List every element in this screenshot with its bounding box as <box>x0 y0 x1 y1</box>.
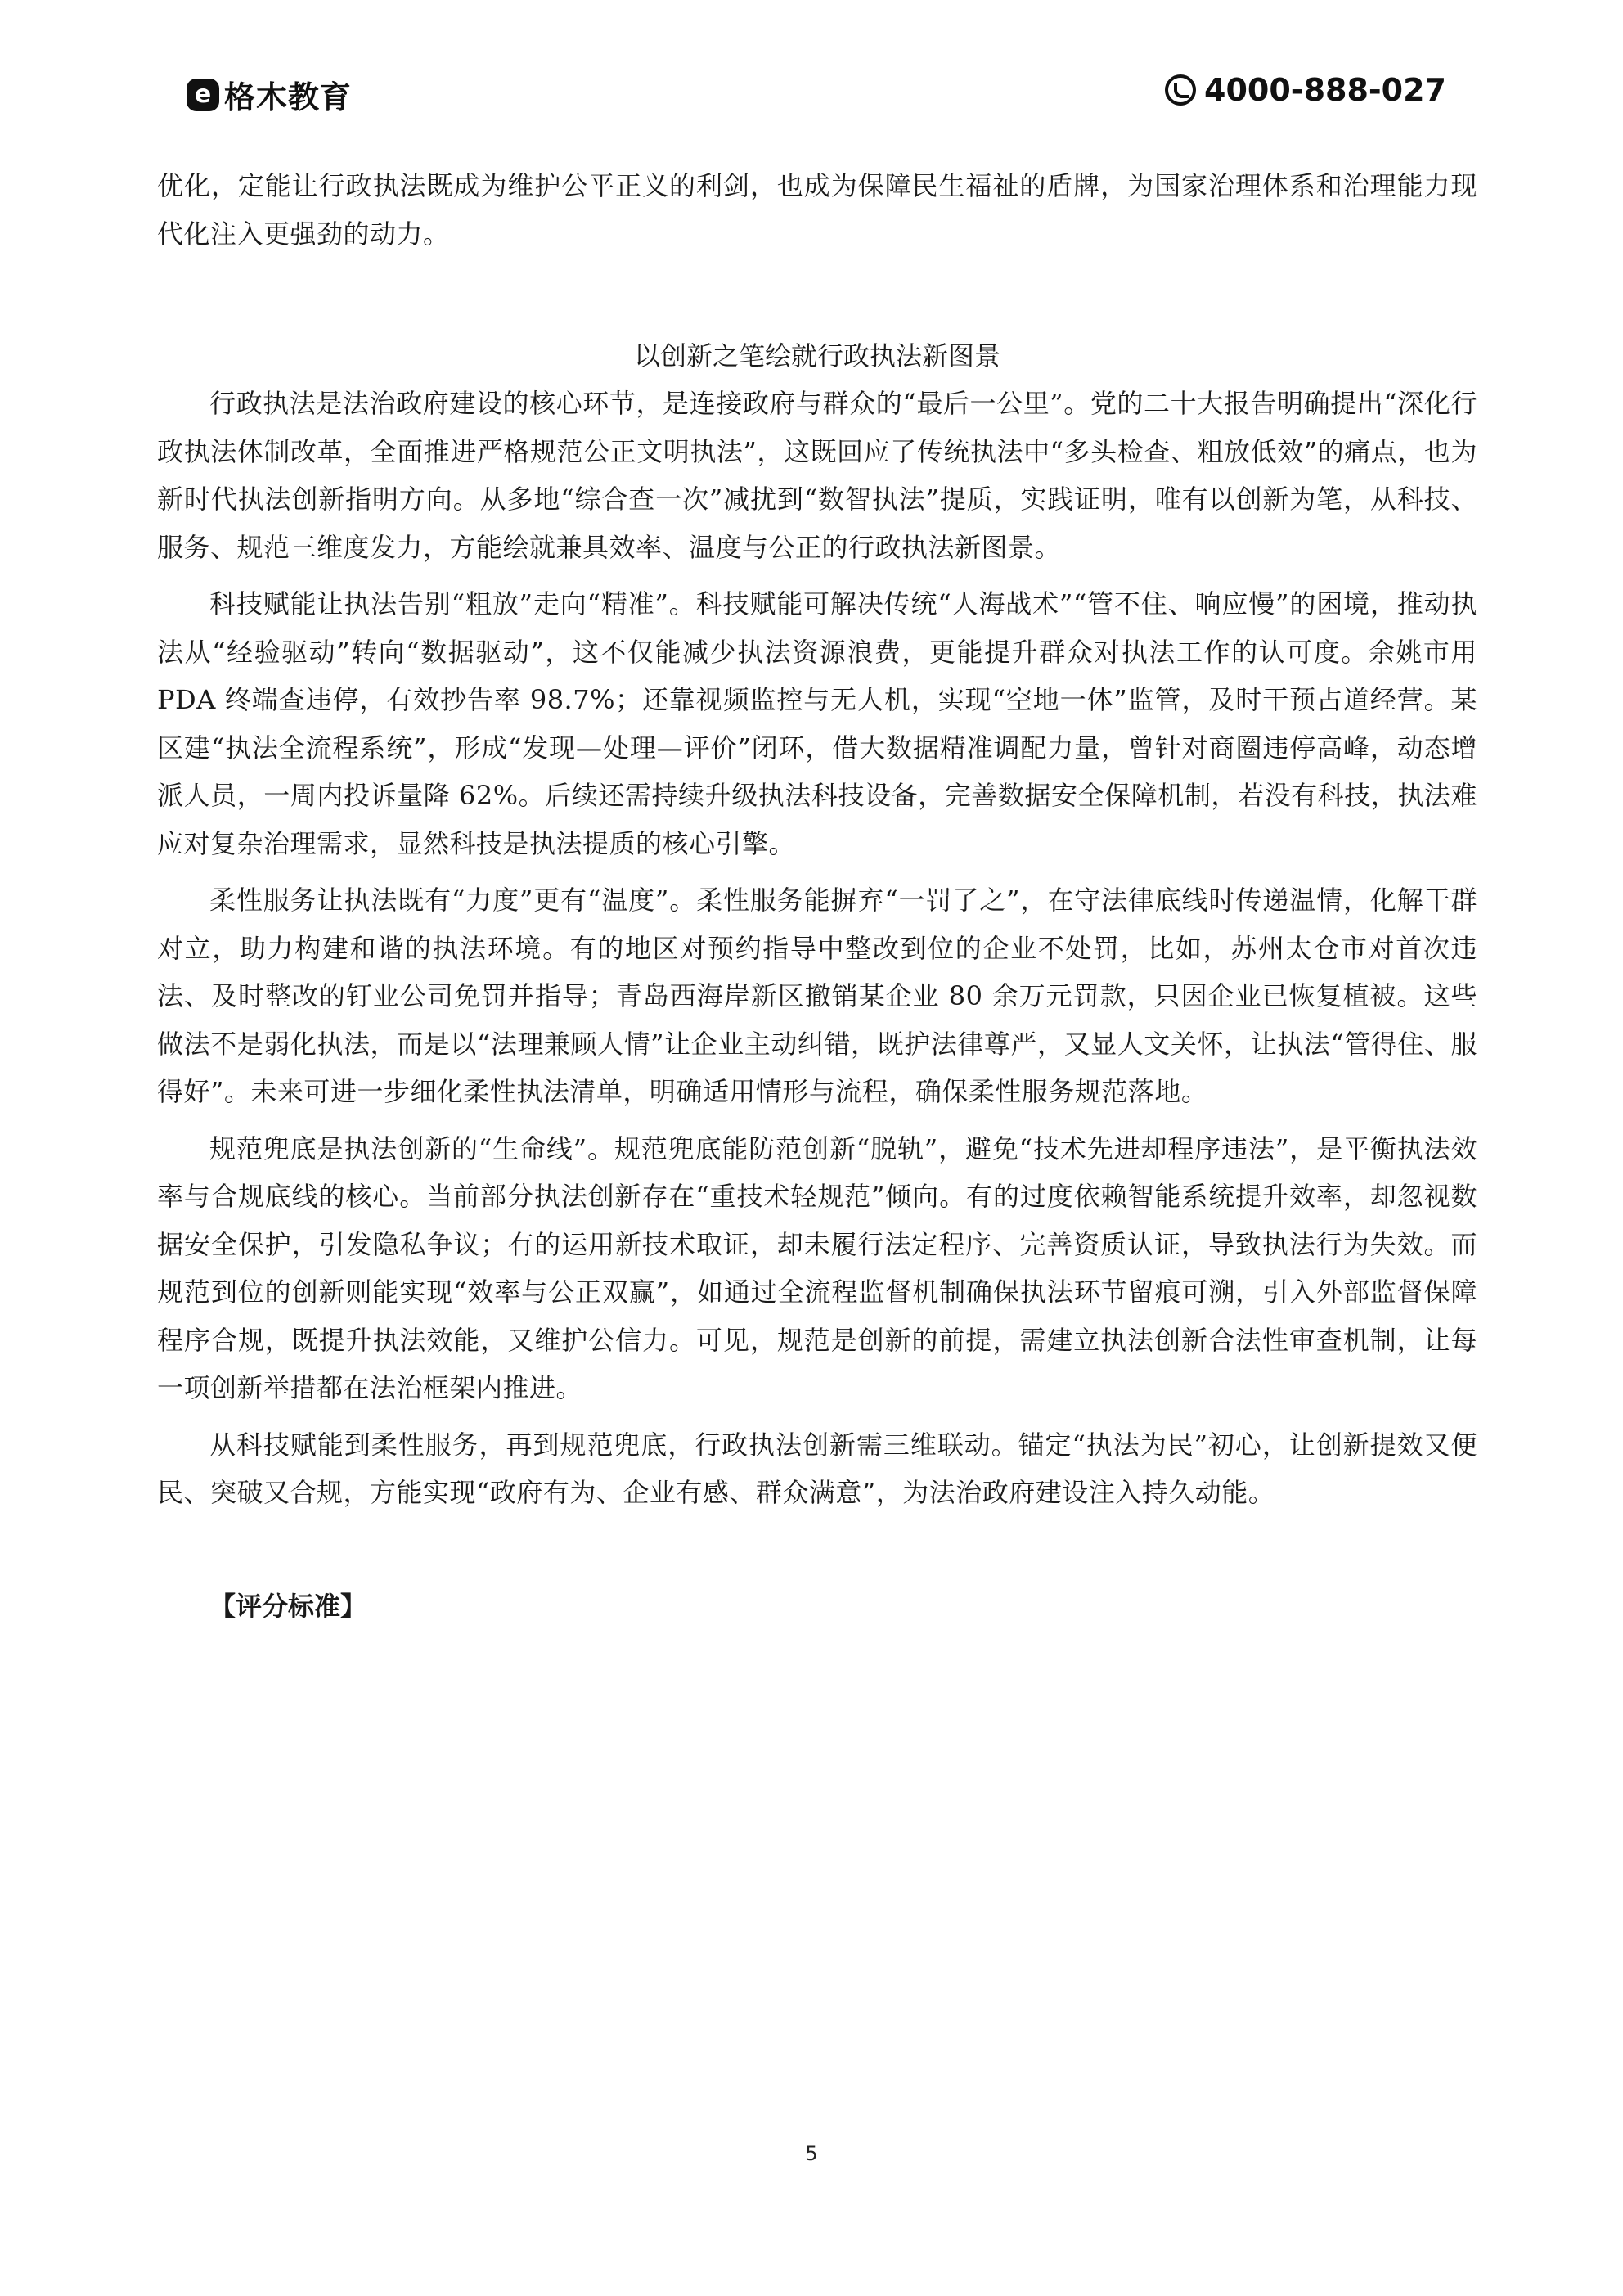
page-header <box>187 72 1446 121</box>
phone-circle-icon <box>1165 74 1196 106</box>
brand-logo <box>187 72 352 117</box>
essay-title: 以创新之笔绘就行政执法新图景 <box>633 340 1000 371</box>
scoring-criteria-heading: 【评分标准】 <box>209 1590 367 1622</box>
page-number: 5 <box>805 2142 818 2165</box>
essay-paragraph-2: 科技赋能让执法告别“粗放”走向“精准”。科技赋能可解决传统“人海战术”“管不住、响应慢”的困境，推动执法从“经验驱动”转向“数据驱动”，这不仅能减少执法资源浪费，更能提升群众对执法工作的认可度。余姚市用 PDA 终端查违停，有效抄告率 98.7%；还靠视频监控与无人机，实现“空地一体”监管，及时干预占道经营。某区建“执法全流程系统”，形成“发现—处理—评价”闭环，借大数据精准调配力量，曾针对商圈违停高峰，动态增派人员，一周内投诉量降 62%。后续还需持续升级执法科技设备，完善数据安全保障机制，若没有科技，执法难应对复杂治理需求，显然科技是执法提质的核心引擎。 <box>157 588 1477 859</box>
essay-paragraph-5: 从科技赋能到柔性服务，再到规范兜底，行政执法创新需三维联动。锚定“执法为民”初心，让创新提效又便民、突破又合规，方能实现“政府有为、企业有感、群众满意”，为法治政府建设注入持久动能。 <box>157 1429 1477 1508</box>
hotline-number: 4000-888-027 <box>1204 72 1446 108</box>
essay-paragraph-3: 柔性服务让执法既有“力度”更有“温度”。柔性服务能摒弃“一罚了之”，在守法律底线时传递温情，化解干群对立，助力构建和谐的执法环境。有的地区对预约指导中整改到位的企业不处罚，比如，苏州太仓市对首次违法、及时整改的钉业公司免罚并指导；青岛西海岸新区撤销某企业 80 余万元罚款，只因企业已恢复植被。这些做法不是弱化执法，而是以“法理兼顾人情”让企业主动纠错，既护法律尊严，又显人文关怀，让执法“管得住、服得好”。未来可进一步细化柔性执法清单，明确适用情形与流程，确保柔性服务规范落地。 <box>157 885 1477 1107</box>
document-body <box>157 162 1477 1630</box>
logo-text: 格木教育 <box>224 79 353 115</box>
essay-paragraph-4: 规范兜底是执法创新的“生命线”。规范兜底能防范创新“脱轨”，避免“技术先进却程序违法”，是平衡执法效率与合规底线的核心。当前部分执法创新存在“重技术轻规范”倾向。有的过度依赖智能系统提升效率，却忽视数据安全保护，引发隐私争议；有的运用新技术取证，却未履行法定程序、完善资质认证，导致执法行为失效。而规范到位的创新则能实现“效率与公正双赢”，如通过全流程监督机制确保执法环节留痕可溯，引入外部监督保障程序合规，既提升执法效能，又维护公信力。可见，规范是创新的前提，需建立执法创新合法性审查机制，让每一项创新举措都在法治框架内推进。 <box>157 1132 1477 1403</box>
essay-paragraph-1: 行政执法是法治政府建设的核心环节，是连接政府与群众的“最后一公里”。党的二十大报告明确提出“深化行政执法体制改革，全面推进严格规范公正文明执法”，这既回应了传统执法中“多头检查、粗放低效”的痛点，也为新时代执法创新指明方向。从多地“综合查一次”减扰到“数智执法”提质，实践证明，唯有以创新为笔，从科技、服务、规范三维度发力，方能绘就兼具效率、温度与公正的行政执法新图景。 <box>157 388 1477 563</box>
logo-e-icon: e <box>187 79 219 111</box>
lead-paragraph: 优化，定能让行政执法既成为维护公平正义的利剑，也成为保障民生福祉的盾牌，为国家治理体系和治理能力现代化注入更强劲的动力。 <box>157 170 1477 250</box>
hotline <box>1165 72 1446 108</box>
